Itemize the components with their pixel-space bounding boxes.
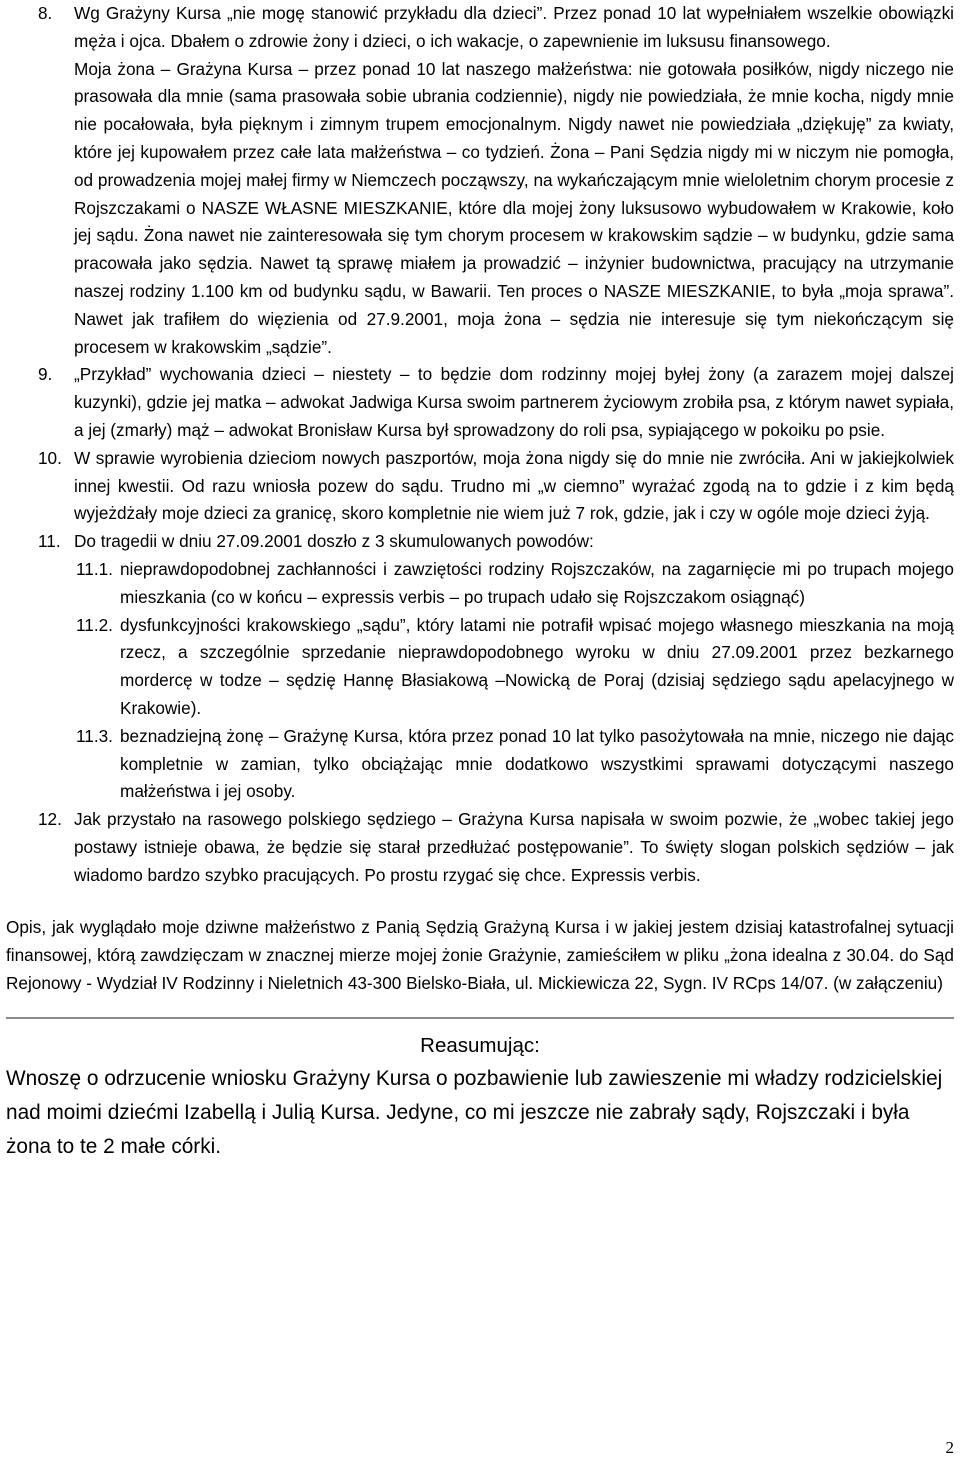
conclusion-paragraph: Wnoszę o odrzucenie wniosku Grażyny Kursa o pozbawienie lub zawieszenie mi władzy rodzicielskiej nad moimi dziećmi Izabellą i Julią Kursa. Jedyne, co mi jeszcze nie zabrały sądy, Rojszczaki i była żona to te 2 małe córki.	[6, 1066, 943, 1158]
numbered-list	[6, 0, 954, 890]
paragraph: nieprawdopodobnej zachłanności i zawziętości rodziny Rojszczaków, na zagarnięcie mi po trupach mojego mieszkania (co w końcu – expressis verbis – po trupach udało się Rojszczakom osiągnąć)	[120, 558, 954, 607]
paragraph: „Przykład” wychowania dzieci – niestety – to będzie dom rodzinny mojej byłej żony (a zarazem mojej dalszej kuzynki), gdzie jej matka – adwokat Jadwiga Kursa swoim partnerem życiowym zrobiła psa, z którym nawet sypiała, a jej (zmarły) mąż – adwokat Bronisław Kursa był sprowadzony do roli psa, sypiającego w pokoiku po psie.	[74, 364, 954, 440]
list-number: 9.	[38, 364, 53, 385]
paragraph: dysfunkcyjności krakowskiego „sądu”, który latami nie potrafił wpisać mojego własnego mieszkania na moją rzecz, a szczególnie sprzedanie nieprawdopodobnego wyroku w dniu 27.09.2001 przez bezkarnego mordercę w todze – sędzię Hannę Błasiakową –Nowicką de Poraj (dzisiaj sędziego sądu apelacyjnego w Krakowie).	[120, 614, 954, 718]
section-heading: Reasumując:	[420, 1033, 540, 1057]
paragraph: W sprawie wyrobienia dzieciom nowych paszportów, moja żona nigdy się do mnie nie zwróciła. Ani w jakiejkolwiek innej kwestii. Od razu wniosła pozew do sądu. Trudno mi „w ciemno” wyrażać zgodą na to gdzie i z kim będą wyjeżdżały moje dzieci za granicę, skoro kompletnie nie wiem już 7 rok, gdzie, jak i czy w ogóle moje dzieci żyją.	[74, 447, 954, 524]
list-item-12	[6, 806, 954, 889]
sub-list-number: 11.2.	[76, 614, 113, 635]
paragraph: Do tragedii w dniu 27.09.2001 doszło z 3 skumulowanych powodów:	[74, 531, 594, 552]
list-number: 10.	[38, 447, 62, 468]
sub-list-number: 11.3.	[76, 725, 113, 746]
sub-item-11-1	[6, 556, 954, 612]
list-item-8	[6, 0, 954, 361]
list-item-9	[6, 361, 954, 444]
sub-item-11-2	[6, 612, 954, 723]
sub-list-number: 11.1.	[76, 558, 113, 579]
paragraph: Jak przystało na rasowego polskiego sędziego – Grażyna Kursa napisała w swoim pozwie, że „wobec takiej jego postawy istnieje obawa, że będzie się starał przedłużać postępowanie”. To święty slogan polskich sędziów – jak wiadomo bardzo szybko pracujących. Po prostu rzygać się chce. Expressis verbis.	[74, 809, 954, 885]
list-item-11	[6, 528, 954, 556]
summary-paragraph: Opis, jak wyglądało moje dziwne małżeństwo z Panią Sędzią Grażyną Kursa i w jakiej jestem dzisiaj katastrofalnej sytuacji finansowej, którą zawdzięczam w znacznej mierze mojej żonie Grażynie, zamieściłem w pliku „żona idealna z 30.04. do Sąd Rejonowy - Wydział IV Rodzinny i Nieletnich 43-300 Bielsko-Biała, ul. Mickiewicza 22, Sygn. IV RCps 14/07. (w załączeniu)	[6, 916, 954, 993]
page-number: 2	[945, 1438, 954, 1457]
horizontal-divider	[6, 1017, 954, 1019]
paragraph: Wg Grażyny Kursa „nie mogę stanowić przykładu dla dzieci”. Przez ponad 10 lat wypełniałem wszelkie obowiązki męża i ojca. Dbałem o zdrowie żony i dzieci, o ich wakacje, o zapewnienie im luksusu finansowego.	[74, 3, 954, 51]
list-number: 11.	[38, 531, 61, 552]
sub-item-11-3	[6, 723, 954, 806]
paragraph: Moja żona – Grażyna Kursa – przez ponad 10 lat naszego małżeństwa: nie gotowała posiłków, nigdy niczego nie prasowała dla mnie (sama prasowała sobie ubrania codziennie), nigdy nie powiedziała, że mnie kocha, nigdy mnie nie pocałowała, była pięknym i zimnym trupem emocjonalnym. Nigdy nawet nie powiedziała „dziękuję” za kwiaty, które jej kupowałem przez całe lata małżeństwa – co tydzień. Żona – Pani Sędzia nigdy mi w niczym nie pomogła, od prowadzenia mojej małej firmy w Niemczech począwszy, na wykańczającym mnie wieloletnim chorym procesie z Rojszczakami o NASZE WŁASNE MIESZKANIE, które dla mojej żony luksusowo wybudowałem w Krakowie, koło jej sądu. Żona nawet nie zainteresowała się tym chorym procesem w krakowskim sądzie – w budynku, gdzie sama pracowała jako sędzia. Nawet tą sprawę miałem ja prowadzić – inżynier budownictwa, pracujący na utrzymanie naszej rodziny 1.100 km od budynku sądu, w Bawarii. Ten proces o NASZE MIESZKANIE, to była „moja sprawa”. Nawet jak trafiłem do więzienia od 27.9.2001, moja żona – sędzia nie interesuje się tym niekończącym się procesem w krakowskim „sądzie”.	[74, 58, 954, 357]
list-number: 8.	[38, 3, 53, 23]
paragraph: beznadziejną żonę – Grażynę Kursa, która przez ponad 10 lat tylko pasożytowała na mnie, niczego nie dając kompletnie w zamian, tylko obciążając mnie dodatkowo wszystkimi sprawami dotyczącymi naszego małżeństwa i jej osoby.	[120, 725, 954, 802]
list-number: 12.	[38, 809, 62, 830]
list-item-10	[6, 445, 954, 528]
